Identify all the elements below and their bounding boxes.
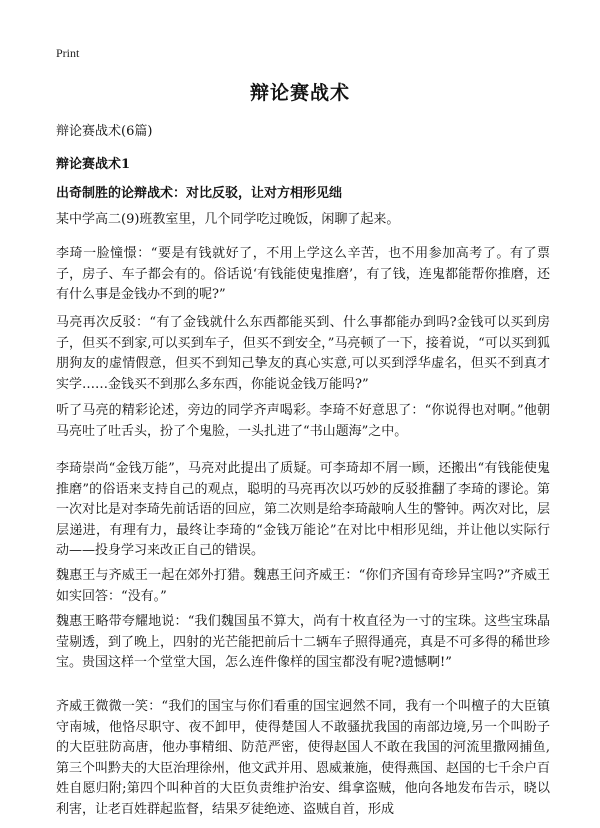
section-heading: 辩论赛战术1	[56, 157, 131, 172]
tactic-heading: 出奇制胜的论辩战术：对比反驳，让对方相形见绌	[56, 186, 343, 201]
document-subtitle: 辩论赛战术(6篇)	[56, 124, 153, 139]
paragraph-3: 马亮再次反驳：“有了金钱就什么东西都能买到、什么事都能办到吗?金钱可以买到房子，但买不到家,可以买到车子，但买不到安全，”马亮顿了一下，接着说，“可以买到狐朋狗友的虚情假意，但买不到知己挚友的真心实意,可以买到浮华虚名，但买不到真才实学……金钱买不到那么多东西，你能说金钱万能吗?”	[56, 315, 550, 392]
paragraph-1: 某中学高二(9)班教室里，几个同学吃过晚饭，闲聊了起来。	[56, 212, 400, 227]
print-label: Print	[56, 46, 80, 60]
paragraph-5: 李琦崇尚“金钱万能”，马亮对此提出了质疑。可李琦却不屑一顾，还搬出“有钱能使鬼推磨”的俗语来支持自己的观点，聪明的马亮再次以巧妙的反驳推翻了李琦的谬论。第一次对比是对李琦先前话语的回应，第二次则是给李琦敲响人生的警钟。两次对比，层层递进，有理有力，最终让李琦的“金钱万能论”在对比中相形见绌，并让他以实际行动——投身学习来改正自己的错误。	[56, 461, 551, 558]
paragraph-7: 魏惠王略带夸耀地说：“我们魏国虽不算大，尚有十枚直径为一寸的宝珠。这些宝珠晶莹剔透，到了晚上，四射的光芒能把前后十二辆车子照得通亮，真是不可多得的稀世珍宝。贵国这样一个堂堂大国，怎么连件像样的国宝都没有呢?遗憾啊!”	[56, 614, 551, 670]
paragraph-8: 齐威王微微一笑：“我们的国宝与你们看重的国宝迥然不同，我有一个叫檀子的大臣镇守南城，他恪尽职守、夜不卸甲，使得楚国人不敢骚扰我国的南部边境,另一个叫盼子的大臣驻防高唐，他办事精细、防范严密，使得赵国人不敢在我国的河流里撒网捕鱼,第三个叫黔夫的大臣治理徐州，他文武并用、恩威兼施，使得燕国、赵国的七千余户百姓自愿归附;第四个叫种首的大臣负责维护治安、缉拿盗贼，他向各地发布告示，晓以利害，让老百姓群起监督，结果歹徒绝迹、盗贼自首，形成	[56, 699, 551, 817]
document-title: 辩论赛战术	[249, 82, 350, 104]
paragraph-6: 魏惠王与齐威王一起在郊外打猎。魏惠王问齐威王：“你们齐国有奇珍异宝吗?”齐威王如实回答：“没有。”	[56, 568, 550, 604]
paragraph-2: 李琦一脸憧憬：“要是有钱就好了，不用上学这么辛苦，也不用参加高考了。有了票子，房子、车子都会有的。俗话说‘有钱能使鬼推磨’，有了钱，连鬼都能帮你推磨，还有什么事是金钱办不到的呢?”	[56, 246, 550, 302]
paragraph-4: 听了马亮的精彩论述，旁边的同学齐声喝彩。李琦不好意思了：“你说得也对啊。”他朝马亮吐了吐舌头，扮了个鬼脸，一头扎进了“书山题海”之中。	[56, 403, 550, 439]
